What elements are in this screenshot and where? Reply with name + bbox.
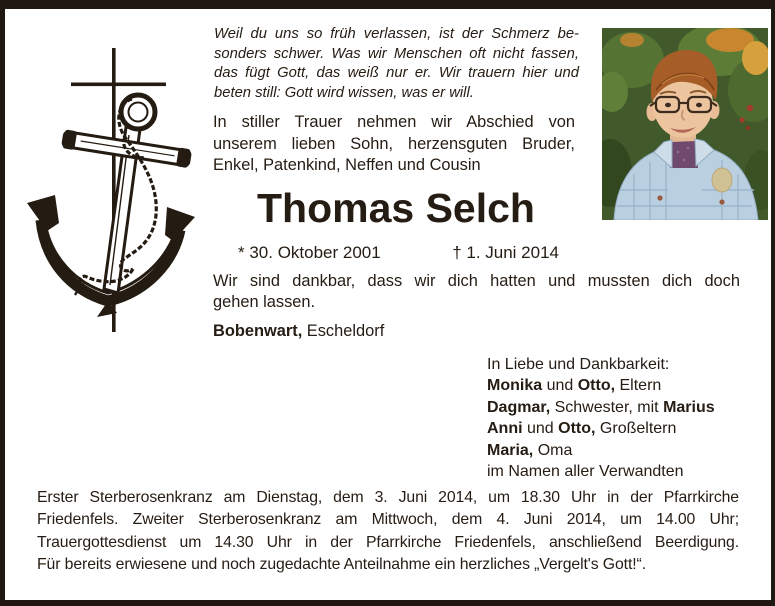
scan-border-right xyxy=(771,0,775,606)
intro-line: Enkel, Patenkind, Neffen und Cousin xyxy=(213,156,481,175)
mourners-heading: In Liebe und Dankbarkeit: xyxy=(487,356,670,373)
gratitude-line: Wir sind dankbar, dass wir dich hatten und mussten dich doch xyxy=(213,272,740,290)
announcement-line: Trauergottesdienst um 14.30 Uhr in der Pfarrkirche Friedenfels, anschließend Beerdigung. xyxy=(37,533,739,551)
anchor-cross-icon xyxy=(25,45,210,340)
scan-border-bottom xyxy=(0,600,775,606)
announcement-line: Erster Sterberosenkranz am Dienstag, dem 3. Juni 2014, um 18.30 Uhr in der Pfarrkirche xyxy=(37,489,739,506)
verse-line: Weil du uns so früh verlassen, ist der Schmerz be- xyxy=(214,26,579,42)
portrait-photo xyxy=(602,28,768,220)
intro-line: unserem lieben Sohn, herzensguten Bruder, xyxy=(213,134,575,153)
verse-line: das fügt Gott, das weiß nur er. Wir trauern hier und xyxy=(214,65,579,82)
memorial-verse xyxy=(214,25,579,103)
place-line: Bobenwart, Escheldorf xyxy=(213,322,385,340)
life-dates xyxy=(213,243,579,263)
announcement-line: Friedenfels. Zweiter Sterberosenkranz am Mittwoch, dem 4. Juni 2014, um 14.00 Uhr; xyxy=(37,511,739,529)
mourner-line: im Namen aller Verwandten xyxy=(487,463,684,481)
mourner-line: Monika und Otto, Eltern xyxy=(487,377,662,395)
mourner-line: Anni und Otto, Großeltern xyxy=(487,420,677,438)
mourner-line: Maria, Oma xyxy=(487,441,573,459)
deceased-name: Thomas Selch xyxy=(257,185,535,231)
verse-line: sonders schwer. Was wir Menschen oft nicht fassen, xyxy=(214,45,579,62)
funeral-announcement xyxy=(37,487,739,577)
mourners-block xyxy=(487,354,737,482)
gratitude-text xyxy=(213,271,740,313)
verse-line: beten still: Gott wird wissen, was er will. xyxy=(214,84,474,101)
gratitude-line: gehen lassen. xyxy=(213,292,316,311)
announcement-line: Für bereits erwiesene und noch zugedachte Anteilnahme ein herzliches „Vergelt's Gott!“. xyxy=(37,556,646,574)
farewell-intro xyxy=(213,112,575,177)
mourner-line: Dagmar, Schwester, mit Marius xyxy=(487,398,715,416)
death-date: † 1. Juni 2014 xyxy=(452,243,559,262)
scan-border-top xyxy=(0,0,775,9)
birth-date: * 30. Oktober 2001 xyxy=(238,243,381,262)
intro-line: In stiller Trauer nehmen wir Abschied von xyxy=(213,113,575,131)
scan-border-left xyxy=(0,0,5,606)
